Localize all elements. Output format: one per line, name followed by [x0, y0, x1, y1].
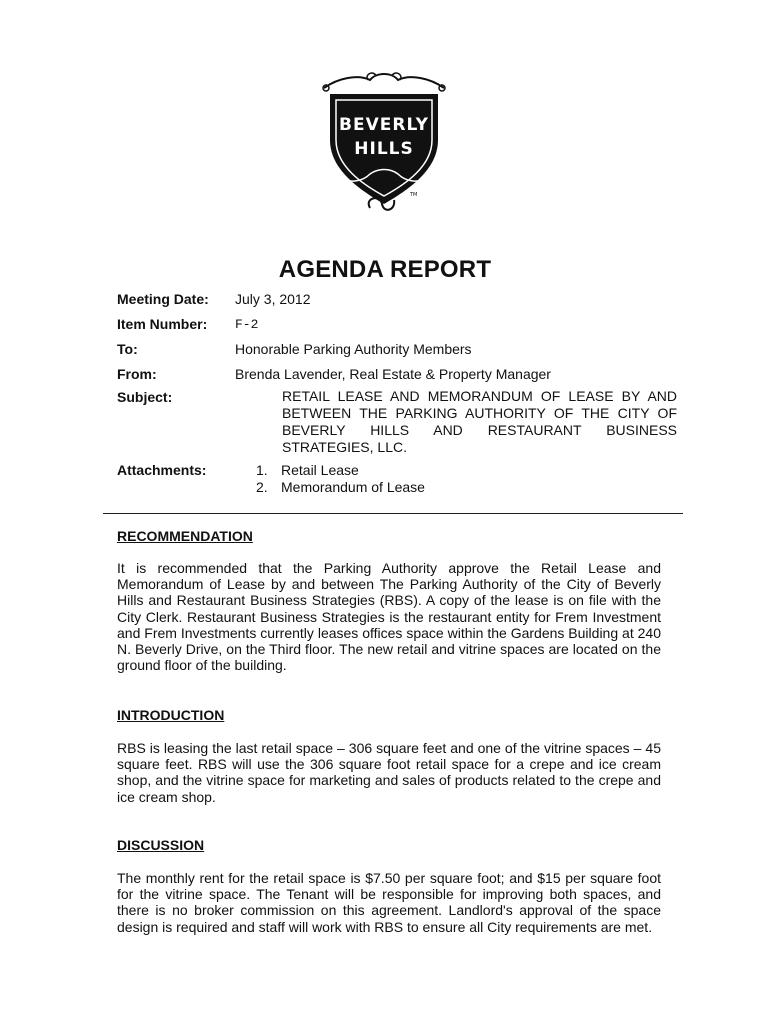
attachments-label: Attachments: [117, 462, 207, 478]
discussion-text: The monthly rent for the retail space is $7.50 per square foot; and $15 per square foot for the vitrine space. The Tenant will be responsible for improving both spaces, and there is no broker commission on this agreement. Landlord's approval of the space design is required and staff will work with RBS to ensure all City requirements are met. [117, 870, 661, 935]
recommendation-text: It is recommended that the Parking Authority approve the Retail Lease and Memorandum of Lease by and between The Parking Authority of the City of Beverly Hills and Restaurant Business Strategies (RBS). A copy of the lease is on file with the City Clerk. Restaurant Business Strategies is the restaurant entity for Frem Investment and Frem Investments currently leases offices space within the Gardens Building at 240 N. Beverly Drive, on the Third floor. The new retail and vitrine spaces are located on the ground floor of the building. [117, 560, 661, 674]
attachments-list [256, 462, 425, 496]
introduction-text: RBS is leasing the last retail space – 306 square feet and one of the vitrine spaces – 45 square feet. RBS will use the 306 square foot retail space for a crepe and ice cream shop, and the vitrine space for marketing and sales of products related to the crepe and ice cream shop. [117, 740, 661, 805]
subject-label: Subject: [117, 389, 173, 405]
beverly-hills-logo [318, 70, 450, 220]
to-value: Honorable Parking Authority Members [235, 341, 472, 357]
item-number-value: F-2 [235, 317, 259, 332]
to-label: To: [117, 341, 138, 357]
recommendation-heading: RECOMMENDATION [117, 528, 253, 544]
attachment-number: 2. [256, 479, 268, 495]
discussion-heading: DISCUSSION [117, 837, 205, 853]
attachment-title: Retail Lease [281, 462, 359, 478]
meeting-date-label: Meeting Date: [117, 291, 209, 307]
divider [103, 513, 683, 514]
from-value: Brenda Lavender, Real Estate & Property Manager [235, 366, 551, 382]
attachment-number: 1. [256, 462, 268, 478]
logo-text-line1: BEVERLY [339, 115, 429, 135]
introduction-heading: INTRODUCTION [117, 707, 225, 723]
item-number-label: Item Number: [117, 316, 208, 332]
logo-text-line2: HILLS [354, 139, 414, 159]
attachment-item [256, 479, 425, 496]
attachment-item [256, 462, 425, 479]
from-label: From: [117, 366, 157, 382]
logo-trademark: TM [410, 192, 418, 198]
attachment-title: Memorandum of Lease [281, 479, 425, 495]
subject-value: RETAIL LEASE AND MEMORANDUM OF LEASE BY AND BETWEEN THE PARKING AUTHORITY OF THE CITY OF BEVERLY HILLS AND RESTAURANT BUSINESS STRATEGIES, LLC. [282, 388, 677, 455]
meeting-date-value: July 3, 2012 [235, 291, 311, 307]
page-title: AGENDA REPORT [278, 256, 492, 283]
